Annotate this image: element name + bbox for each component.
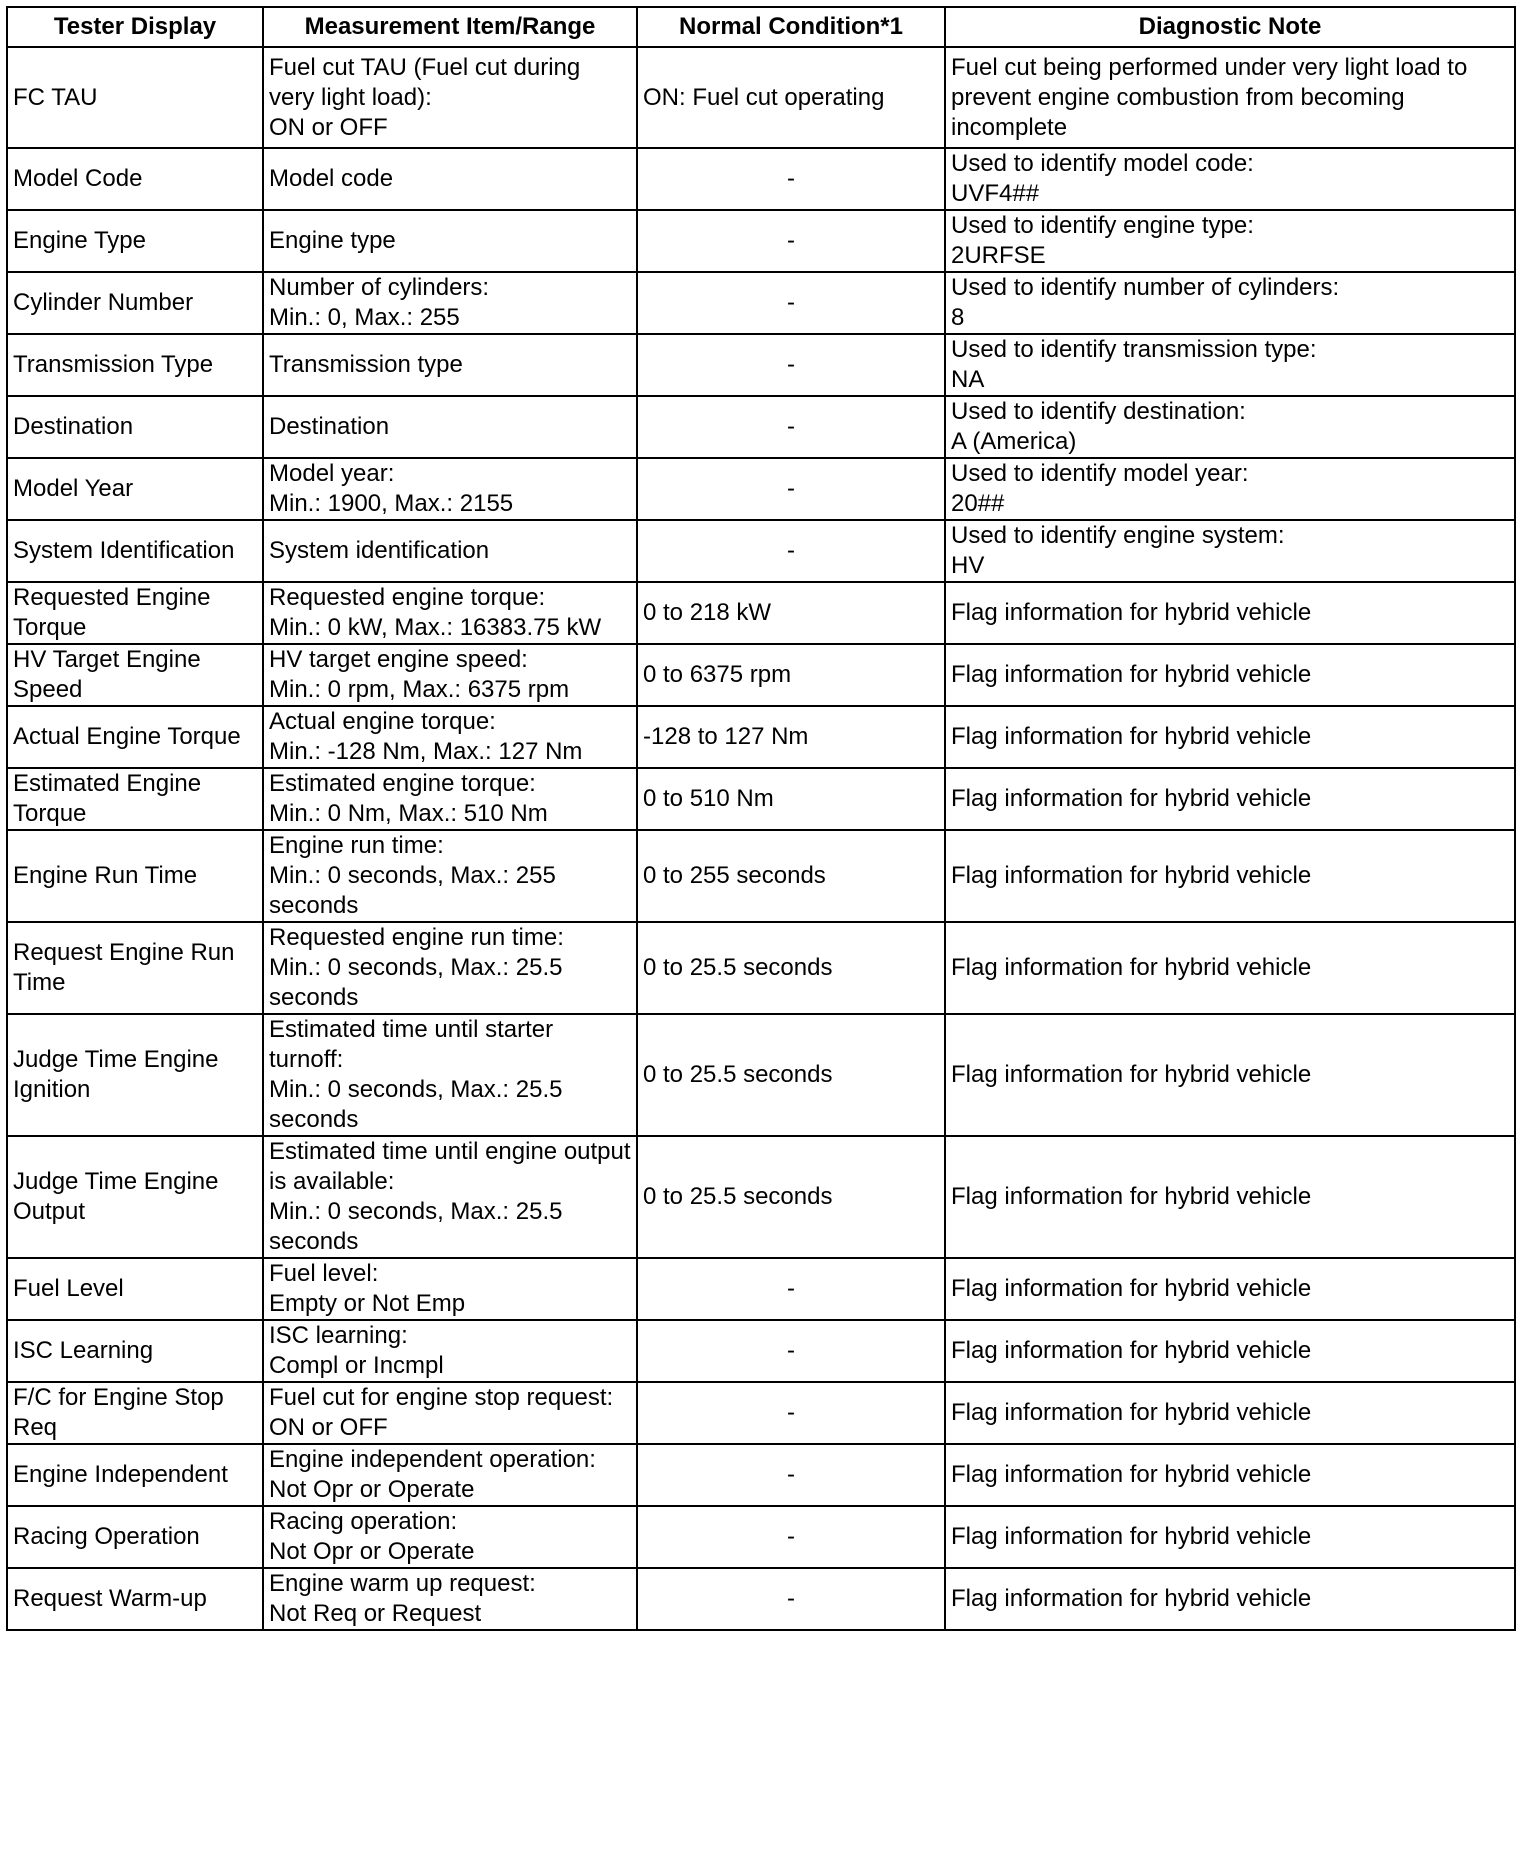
tester-display-cell: HV Target Engine Speed	[7, 644, 263, 706]
normal-condition-cell: -	[637, 148, 945, 210]
measurement-item-cell: HV target engine speed: Min.: 0 rpm, Max.: 6375 rpm	[263, 644, 637, 706]
table-row	[7, 706, 1515, 768]
normal-condition-cell: -	[637, 458, 945, 520]
measurement-item-cell: Requested engine torque: Min.: 0 kW, Max.: 16383.75 kW	[263, 582, 637, 644]
normal-condition-cell: -	[637, 1444, 945, 1506]
measurement-item-cell: Fuel level: Empty or Not Emp	[263, 1258, 637, 1320]
table-row	[7, 334, 1515, 396]
data-list-table	[6, 6, 1516, 1631]
tester-display-cell: Request Warm-up	[7, 1568, 263, 1630]
measurement-item-cell: Fuel cut TAU (Fuel cut during very light load): ON or OFF	[263, 47, 637, 148]
diagnostic-note-cell: Used to identify engine system: HV	[945, 520, 1515, 582]
normal-condition-cell: -	[637, 396, 945, 458]
measurement-item-cell: System identification	[263, 520, 637, 582]
diagnostic-note-cell: Used to identify model year: 20##	[945, 458, 1515, 520]
table-row	[7, 1444, 1515, 1506]
normal-condition-cell: 0 to 25.5 seconds	[637, 1014, 945, 1136]
table-row	[7, 148, 1515, 210]
measurement-item-cell: Number of cylinders: Min.: 0, Max.: 255	[263, 272, 637, 334]
tester-display-cell: Cylinder Number	[7, 272, 263, 334]
tester-display-cell: Requested Engine Torque	[7, 582, 263, 644]
table-row	[7, 1506, 1515, 1568]
measurement-item-cell: Model year: Min.: 1900, Max.: 2155	[263, 458, 637, 520]
tester-display-cell: Engine Independent	[7, 1444, 263, 1506]
measurement-item-cell: Racing operation: Not Opr or Operate	[263, 1506, 637, 1568]
tester-display-cell: Request Engine Run Time	[7, 922, 263, 1014]
diagnostic-note-cell: Flag information for hybrid vehicle	[945, 1258, 1515, 1320]
tester-display-cell: F/C for Engine Stop Req	[7, 1382, 263, 1444]
data-list-sheet	[6, 6, 1516, 1631]
measurement-item-cell: ISC learning: Compl or Incmpl	[263, 1320, 637, 1382]
tester-display-cell: Actual Engine Torque	[7, 706, 263, 768]
normal-condition-cell: 0 to 25.5 seconds	[637, 922, 945, 1014]
measurement-item-cell: Transmission type	[263, 334, 637, 396]
diagnostic-note-cell: Flag information for hybrid vehicle	[945, 582, 1515, 644]
table-row	[7, 1568, 1515, 1630]
tester-display-cell: Engine Type	[7, 210, 263, 272]
diagnostic-note-cell: Flag information for hybrid vehicle	[945, 1320, 1515, 1382]
diagnostic-note-cell: Used to identify destination: A (America)	[945, 396, 1515, 458]
table-row	[7, 830, 1515, 922]
table-body	[7, 47, 1515, 1630]
tester-display-cell: Fuel Level	[7, 1258, 263, 1320]
measurement-item-cell: Actual engine torque: Min.: -128 Nm, Max.: 127 Nm	[263, 706, 637, 768]
measurement-item-cell: Engine independent operation: Not Opr or Operate	[263, 1444, 637, 1506]
measurement-item-cell: Model code	[263, 148, 637, 210]
diagnostic-note-cell: Flag information for hybrid vehicle	[945, 1382, 1515, 1444]
measurement-item-cell: Estimated time until starter turnoff: Min.: 0 seconds, Max.: 25.5 seconds	[263, 1014, 637, 1136]
tester-display-cell: Model Code	[7, 148, 263, 210]
header-diagnostic-note: Diagnostic Note	[945, 7, 1515, 47]
diagnostic-note-cell: Flag information for hybrid vehicle	[945, 768, 1515, 830]
measurement-item-cell: Fuel cut for engine stop request: ON or OFF	[263, 1382, 637, 1444]
table-row	[7, 520, 1515, 582]
diagnostic-note-cell: Flag information for hybrid vehicle	[945, 706, 1515, 768]
table-row	[7, 210, 1515, 272]
measurement-item-cell: Destination	[263, 396, 637, 458]
diagnostic-note-cell: Flag information for hybrid vehicle	[945, 830, 1515, 922]
normal-condition-cell: -	[637, 1382, 945, 1444]
diagnostic-note-cell: Used to identify engine type: 2URFSE	[945, 210, 1515, 272]
diagnostic-note-cell: Used to identify model code: UVF4##	[945, 148, 1515, 210]
normal-condition-cell: -	[637, 334, 945, 396]
header-measurement-item: Measurement Item/Range	[263, 7, 637, 47]
table-row	[7, 768, 1515, 830]
header-row	[7, 7, 1515, 47]
normal-condition-cell: 0 to 6375 rpm	[637, 644, 945, 706]
tester-display-cell: Destination	[7, 396, 263, 458]
tester-display-cell: Judge Time Engine Output	[7, 1136, 263, 1258]
normal-condition-cell: -	[637, 210, 945, 272]
table-row	[7, 1320, 1515, 1382]
measurement-item-cell: Engine run time: Min.: 0 seconds, Max.: 255 seconds	[263, 830, 637, 922]
normal-condition-cell: 0 to 218 kW	[637, 582, 945, 644]
normal-condition-cell: 0 to 25.5 seconds	[637, 1136, 945, 1258]
normal-condition-cell: -	[637, 272, 945, 334]
tester-display-cell: Engine Run Time	[7, 830, 263, 922]
tester-display-cell: Model Year	[7, 458, 263, 520]
table-row	[7, 644, 1515, 706]
normal-condition-cell: -	[637, 1506, 945, 1568]
measurement-item-cell: Estimated engine torque: Min.: 0 Nm, Max.: 510 Nm	[263, 768, 637, 830]
table-row	[7, 1258, 1515, 1320]
measurement-item-cell: Engine type	[263, 210, 637, 272]
diagnostic-note-cell: Flag information for hybrid vehicle	[945, 644, 1515, 706]
tester-display-cell: Judge Time Engine Ignition	[7, 1014, 263, 1136]
diagnostic-note-cell: Flag information for hybrid vehicle	[945, 1568, 1515, 1630]
measurement-item-cell: Requested engine run time: Min.: 0 seconds, Max.: 25.5 seconds	[263, 922, 637, 1014]
normal-condition-cell: -	[637, 1258, 945, 1320]
tester-display-cell: FC TAU	[7, 47, 263, 148]
normal-condition-cell: 0 to 510 Nm	[637, 768, 945, 830]
diagnostic-note-cell: Fuel cut being performed under very light load to prevent engine combustion from becoming incomplete	[945, 47, 1515, 148]
tester-display-cell: Racing Operation	[7, 1506, 263, 1568]
normal-condition-cell: -	[637, 1568, 945, 1630]
table-row	[7, 1382, 1515, 1444]
tester-display-cell: System Identification	[7, 520, 263, 582]
header-normal-condition: Normal Condition*1	[637, 7, 945, 47]
table-row	[7, 582, 1515, 644]
diagnostic-note-cell: Flag information for hybrid vehicle	[945, 1444, 1515, 1506]
tester-display-cell: ISC Learning	[7, 1320, 263, 1382]
normal-condition-cell: 0 to 255 seconds	[637, 830, 945, 922]
table-row	[7, 458, 1515, 520]
table-row	[7, 1136, 1515, 1258]
table-row	[7, 47, 1515, 148]
normal-condition-cell: -	[637, 1320, 945, 1382]
table-row	[7, 1014, 1515, 1136]
diagnostic-note-cell: Flag information for hybrid vehicle	[945, 1506, 1515, 1568]
diagnostic-note-cell: Flag information for hybrid vehicle	[945, 1136, 1515, 1258]
diagnostic-note-cell: Used to identify transmission type: NA	[945, 334, 1515, 396]
normal-condition-cell: ON: Fuel cut operating	[637, 47, 945, 148]
normal-condition-cell: -	[637, 520, 945, 582]
diagnostic-note-cell: Flag information for hybrid vehicle	[945, 1014, 1515, 1136]
tester-display-cell: Estimated Engine Torque	[7, 768, 263, 830]
normal-condition-cell: -128 to 127 Nm	[637, 706, 945, 768]
measurement-item-cell: Engine warm up request: Not Req or Request	[263, 1568, 637, 1630]
table-row	[7, 922, 1515, 1014]
measurement-item-cell: Estimated time until engine output is available: Min.: 0 seconds, Max.: 25.5 seconds	[263, 1136, 637, 1258]
diagnostic-note-cell: Used to identify number of cylinders: 8	[945, 272, 1515, 334]
diagnostic-note-cell: Flag information for hybrid vehicle	[945, 922, 1515, 1014]
header-tester-display: Tester Display	[7, 7, 263, 47]
table-row	[7, 396, 1515, 458]
tester-display-cell: Transmission Type	[7, 334, 263, 396]
table-row	[7, 272, 1515, 334]
